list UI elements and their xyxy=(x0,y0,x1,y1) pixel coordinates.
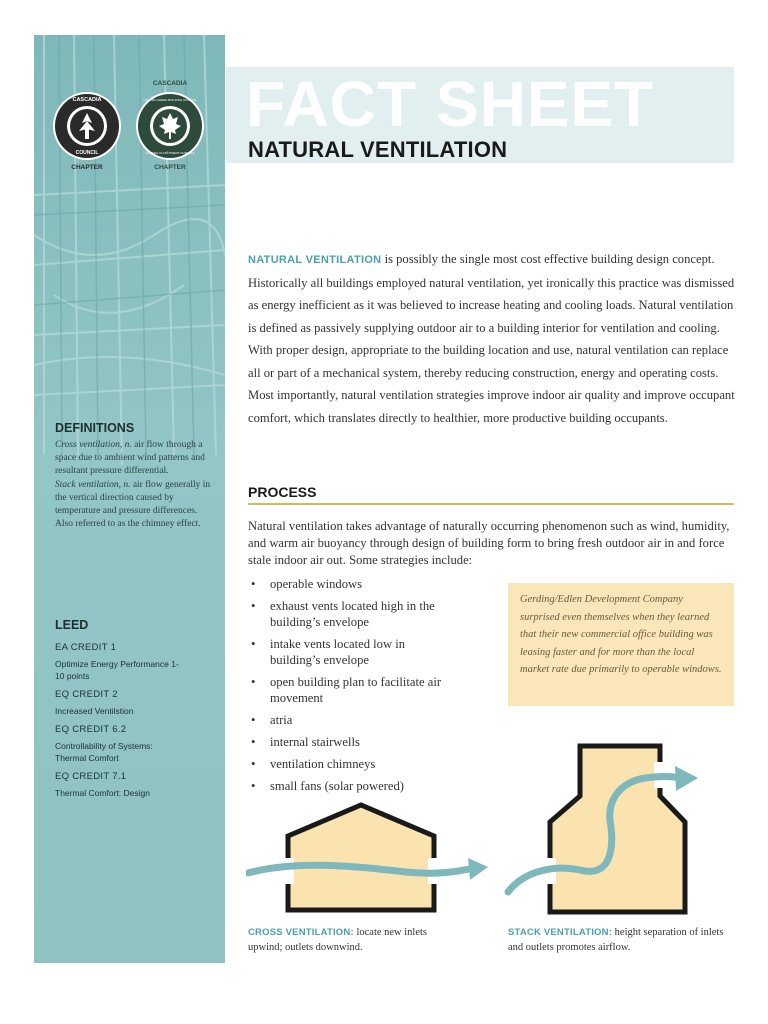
leed-section xyxy=(55,618,215,799)
cross-ventilation-diagram xyxy=(246,800,496,920)
credit-code: EQ CREDIT 6.2 xyxy=(55,724,127,735)
cagbc-cascadia-logo-icon xyxy=(136,80,204,171)
svg-text:CASCADIA: CASCADIA xyxy=(152,80,188,87)
stack-ventilation-caption: STACK VENTILATION: height separation of inlets and outlets promotes airflow. xyxy=(508,927,724,953)
arrowhead-icon xyxy=(468,858,488,880)
strategies-list xyxy=(248,576,488,800)
definitions-section xyxy=(55,421,215,532)
credit-code: EQ CREDIT 7.1 xyxy=(55,771,127,782)
list-item: • ventilation chimneys xyxy=(248,756,488,772)
list-item: • operable windows xyxy=(248,576,488,592)
list-item: • atria xyxy=(248,712,488,728)
process-intro: Natural ventilation takes advantage of naturally occurring phenomenon such as wind, humidity, and warm air buoyancy through design of building form to bring fresh outdoor air in and force stale indoor air out. Some strategies include: xyxy=(248,519,730,567)
credit-description: Controllability of Systems: Thermal Comfort xyxy=(55,741,153,763)
logo1-chapter-label: CHAPTER xyxy=(71,164,103,171)
credit-code: EA CREDIT 1 xyxy=(55,642,117,653)
credit-description: Thermal Comfort: Design xyxy=(55,788,150,798)
leed-heading: LEED xyxy=(55,618,89,632)
house-outline-icon xyxy=(288,805,434,910)
sidebar xyxy=(34,35,225,963)
process-heading: PROCESS xyxy=(248,484,317,500)
svg-text:COUNCIL: COUNCIL xyxy=(75,150,99,156)
inlet-opening xyxy=(282,858,294,884)
usgbc-cascadia-logo-icon xyxy=(53,92,121,160)
intro-lead: NATURAL VENTILATION xyxy=(248,254,382,266)
intro-paragraph xyxy=(248,248,738,429)
quote-callout xyxy=(508,583,734,706)
stack-ventilation-definition: Stack ventilation, n. air flow generally in the vertical direction caused by temperature and pressure differences. Also referred to as the chimney effect. xyxy=(55,480,211,529)
svg-text:CONSEIL DU BÂTIMENT DURABLE: CONSEIL DU BÂTIMENT DURABLE xyxy=(145,151,195,155)
svg-text:CASCADIA: CASCADIA xyxy=(72,97,102,103)
stack-ventilation-term: Stack ventilation, n. xyxy=(55,480,131,490)
credit-description: Optimize Energy Performance 1-10 points xyxy=(55,659,179,681)
credit-description: Increased Ventilstion xyxy=(55,706,134,716)
leed-credit xyxy=(55,642,215,682)
list-item: • open building plan to facilitate air movement xyxy=(248,674,470,706)
definitions-heading: DEFINITIONS xyxy=(55,421,135,435)
arrowhead-icon xyxy=(675,766,698,791)
list-item: • internal stairwells xyxy=(248,734,488,750)
credit-code: EQ CREDIT 2 xyxy=(55,689,118,700)
logos-group xyxy=(52,71,212,171)
list-item: • exhaust vents located high in the building’s envelope xyxy=(248,598,466,630)
cross-ventilation-term: Cross ventilation, n. xyxy=(55,440,132,450)
quote-text: Gerding/Edlen Development Company surprised even themselves when they learned that their new commercial office building was leasing faster and for more than the local market rate due primarily to operable windows. xyxy=(520,594,722,675)
leed-credit xyxy=(55,689,215,717)
svg-text:CHAPTER: CHAPTER xyxy=(154,164,186,171)
fact-sheet-banner: FACT SHEET xyxy=(246,68,655,140)
process-divider xyxy=(248,503,734,505)
leed-credit xyxy=(55,724,215,764)
list-item: • small fans (solar powered) xyxy=(248,778,488,794)
page-title: NATURAL VENTILATION xyxy=(248,137,508,162)
intro-body: is possibly the single most cost effective building design concept. Historically all buildings employed natural ventilation, yet ironically this practice was dismissed as energy inefficient as it was believed to increase heating and cooling loads. Natural ventilation is defined as passively supplying outdoor air to a building interior for ventilation and cooling. With proper design, appropriate to the building location and use, natural ventilation can replace all or part of a mechanical system, thereby reducing construction, energy and operating costs. Most importantly, natural ventilation strategies improve indoor air quality and improve occupant comfort, which translates directly to healthier, more productive building occupants. xyxy=(248,252,735,425)
stack-ventilation-diagram xyxy=(500,740,710,920)
leed-credit xyxy=(55,771,215,799)
svg-text:CANADA GREEN BUILDING COUNCIL: CANADA GREEN BUILDING COUNCIL xyxy=(143,98,197,102)
cross-ventilation-caption: CROSS VENTILATION: locate new inlets upwind; outlets downwind. xyxy=(248,927,428,953)
list-item: • intake vents located low in building’s envelope xyxy=(248,636,440,668)
cross-ventilation-definition: Cross ventilation, n. air flow through a space due to ambient wind patterns and resultant pressure differential. xyxy=(55,440,205,476)
